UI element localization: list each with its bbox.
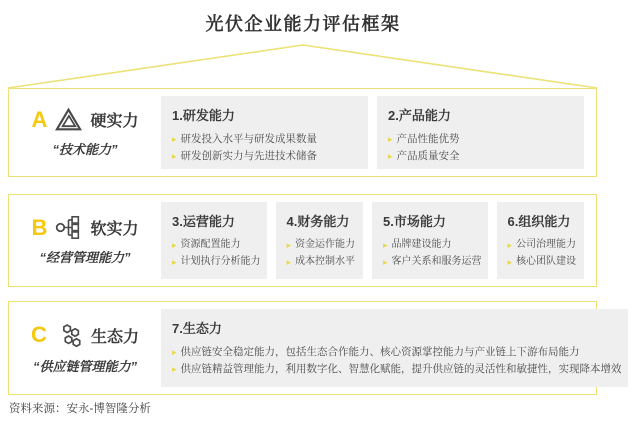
bullet-item [508, 237, 578, 254]
card-rd-capability [161, 96, 368, 169]
card-ecosystem-capability [161, 309, 628, 387]
bullet-item [172, 131, 362, 148]
bullet-item [508, 254, 578, 271]
pyramid-icon [55, 107, 82, 132]
bullet-text: 供应链精益管理能力，利用数字化、智慧化赋能，提升供应链的灵活性和敏捷性，实现降本增效 [180, 363, 622, 376]
row-quote: “供应链管理能力” [32, 358, 137, 374]
card-product-capability [377, 96, 584, 169]
row-letter-c: C [31, 322, 47, 347]
card-title: 2.产品能力 [388, 108, 451, 123]
row-hard-power-cards [161, 89, 596, 176]
bullet-item [287, 254, 357, 271]
triangle-bullet-icon: ▸ [172, 240, 177, 250]
bullet-text: 成本控制水平 [295, 256, 356, 268]
bullet-item [383, 237, 482, 254]
row-hard-power-label [9, 89, 161, 176]
hexagon-cluster-icon [55, 322, 83, 349]
bullet-text: 计划执行分析能力 [180, 256, 261, 268]
org-chart-icon [55, 215, 82, 240]
row-letter-a: A [31, 106, 48, 132]
row-quote: “经营管理能力” [39, 250, 131, 265]
triangle-bullet-icon: ▸ [172, 257, 177, 268]
card-organization-capability [497, 202, 584, 279]
bullet-item [383, 254, 482, 271]
bullet-text: 研发创新实力与先进技术储备 [180, 150, 318, 163]
triangle-bullet-icon: ▸ [507, 257, 513, 268]
triangle-bullet-icon: ▸ [383, 240, 388, 250]
triangle-bullet-icon: ▸ [172, 151, 177, 162]
row-name: 生态力 [90, 328, 139, 346]
row-ecosystem-power-cards [161, 302, 640, 394]
card-title: 3.运营能力 [172, 214, 235, 229]
triangle-bullet-icon: ▸ [286, 257, 292, 268]
triangle-bullet-icon: ▸ [172, 364, 177, 375]
triangle-bullet-icon: ▸ [383, 257, 388, 268]
card-title: 5.市场能力 [383, 214, 446, 229]
triangle-bullet-icon: ▸ [172, 134, 177, 144]
bullet-text: 产品质量安全 [396, 150, 460, 163]
card-operations-capability [161, 202, 267, 279]
card-title: 1.研发能力 [172, 108, 235, 123]
card-title: 4.财务能力 [286, 214, 350, 229]
triangle-bullet-icon: ▸ [286, 240, 292, 250]
bullet-text: 品牌建设能力 [391, 239, 452, 250]
row-quote: “技术能力” [52, 142, 118, 157]
card-finance-capability [276, 202, 363, 279]
bullet-text: 公司治理能力 [516, 239, 577, 250]
bullet-item [388, 131, 578, 148]
bullet-text: 资源配置能力 [180, 239, 241, 250]
triangle-bullet-icon: ▸ [388, 151, 393, 162]
bullet-item [172, 361, 622, 378]
bullet-item [172, 254, 261, 271]
row-hard-power [8, 88, 597, 177]
row-ecosystem-power-label [9, 302, 161, 394]
row-soft-power-label [9, 195, 161, 286]
bullet-text: 产品性能优势 [396, 133, 460, 145]
row-name: 软实力 [90, 221, 139, 238]
card-title: 7.生态力 [172, 321, 222, 336]
bullet-item [172, 148, 362, 165]
bullet-item [172, 237, 261, 254]
bullet-text: 研发投入水平与研发成果数量 [180, 133, 318, 145]
row-letter-b: B [31, 214, 48, 240]
source-note: 资料来源：安永-博智隆分析 [9, 403, 151, 415]
bullet-item [388, 148, 578, 165]
triangle-bullet-icon: ▸ [172, 347, 177, 357]
row-soft-power [8, 194, 597, 287]
bullet-item [287, 237, 357, 254]
triangle-bullet-icon: ▸ [388, 134, 393, 144]
card-title: 6.组织能力 [507, 214, 571, 229]
bullet-text: 资金运作能力 [295, 239, 356, 250]
bullet-text: 核心团队建设 [516, 256, 577, 268]
bullet-item [172, 344, 622, 361]
row-ecosystem-power [8, 301, 622, 395]
card-market-capability [372, 202, 488, 279]
bullet-text: 供应链安全稳定能力，包括生态合作能力、核心资源掌控能力与产业链上下游布局能力 [180, 346, 580, 358]
triangle-bullet-icon: ▸ [507, 240, 513, 250]
bullet-text: 客户关系和服务运营 [391, 256, 482, 268]
row-soft-power-cards [161, 195, 596, 286]
page-title: 光伏企业能力评估框架 [205, 14, 401, 34]
row-name: 硬实力 [90, 113, 139, 130]
